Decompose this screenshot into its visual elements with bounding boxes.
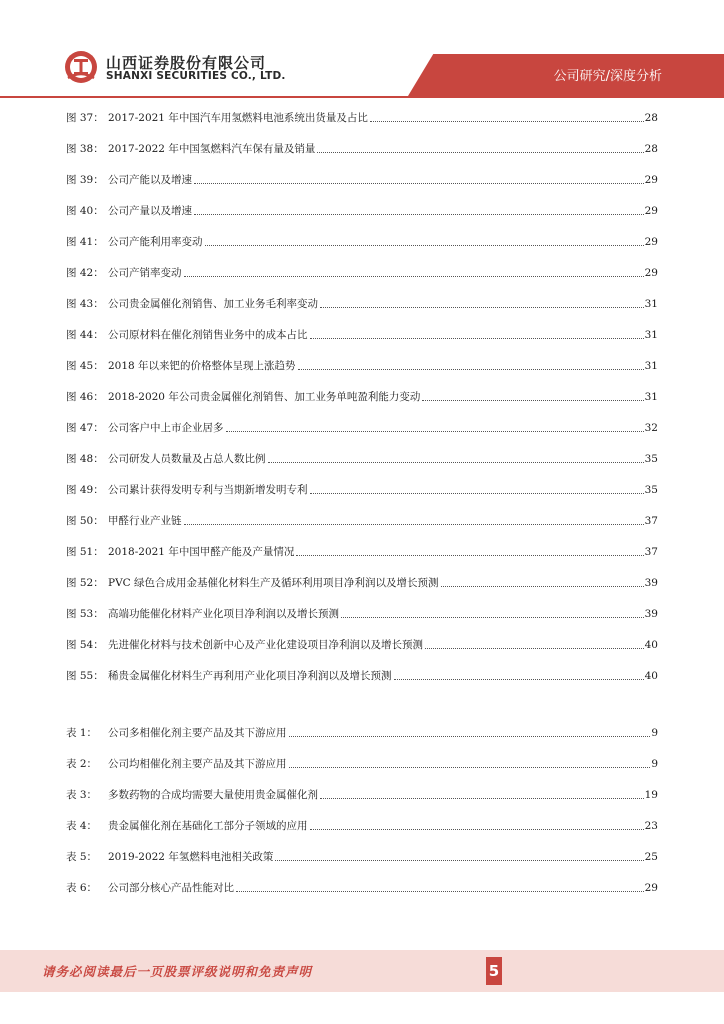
toc-title: 公司客户中上市企业居多 (108, 422, 224, 434)
leader-dots (441, 585, 644, 587)
section-title: 公司研究/深度分析 (553, 69, 662, 84)
leader-dots (194, 182, 644, 184)
toc-title: 2018 年以来钯的价格整体呈现上涨趋势 (108, 360, 296, 372)
toc-label: 图 39： (66, 174, 104, 186)
leader-dots (320, 797, 644, 799)
toc-label: 表 4： (66, 820, 98, 832)
toc-label: 图 41： (66, 236, 104, 248)
toc-entry[interactable] (66, 756, 658, 772)
toc-title: PVC 绿色合成用金基催化材料生产及循环利用项目净利润以及增长预测 (108, 577, 439, 589)
leader-dots (341, 616, 644, 618)
toc-label: 图 54： (66, 639, 104, 651)
toc-entry[interactable] (66, 234, 658, 250)
toc-title: 公司均相催化剂主要产品及其下游应用 (108, 758, 287, 770)
page-header (0, 0, 724, 96)
toc-title: 公司贵金属催化剂销售、加工业务毛利率变动 (108, 298, 318, 310)
toc-title: 稀贵金属催化材料生产再利用产业化项目净利润以及增长预测 (108, 670, 392, 682)
leader-dots (296, 554, 643, 556)
toc-page: 31 (644, 329, 658, 341)
toc-label: 图 44： (66, 329, 104, 341)
company-name-cn: 山西证券股份有限公司 (106, 54, 267, 72)
toc-title: 贵金属催化剂在基础化工部分子领域的应用 (108, 820, 308, 832)
leader-dots (320, 306, 644, 308)
toc-label: 图 37： (66, 112, 104, 124)
toc-label: 图 53： (66, 608, 104, 620)
leader-dots (236, 890, 644, 892)
toc-label: 图 52： (66, 577, 104, 589)
toc-page: 31 (644, 391, 658, 403)
leader-dots (184, 523, 644, 525)
toc-title: 公司产销率变动 (108, 267, 182, 279)
leader-dots (370, 120, 644, 122)
toc-entry[interactable] (66, 787, 658, 803)
toc-entry[interactable] (66, 818, 658, 834)
toc-title: 公司累计获得发明专利与当期新增发明专利 (108, 484, 308, 496)
toc-title: 公司原材料在催化剂销售业务中的成本占比 (108, 329, 308, 341)
toc-page: 40 (644, 639, 658, 651)
toc-title: 公司产能以及增速 (108, 174, 192, 186)
toc-label: 图 46： (66, 391, 104, 403)
toc-label: 图 49： (66, 484, 104, 496)
toc-title: 多数药物的合成均需要大量使用贵金属催化剂 (108, 789, 318, 801)
toc-page: 28 (644, 143, 658, 155)
toc-entry[interactable] (66, 668, 658, 684)
toc-entry[interactable] (66, 637, 658, 653)
disclaimer-text: 请务必阅读最后一页股票评级说明和免责声明 (42, 964, 313, 979)
toc-title: 公司部分核心产品性能对比 (108, 882, 234, 894)
leader-dots (205, 244, 644, 246)
toc-entry[interactable] (66, 544, 658, 560)
toc-entry[interactable] (66, 203, 658, 219)
toc-page: 32 (644, 422, 658, 434)
leader-dots (310, 828, 644, 830)
toc-page: 37 (644, 515, 658, 527)
toc-label: 图 38： (66, 143, 104, 155)
toc-entry[interactable] (66, 358, 658, 374)
toc-entry[interactable] (66, 172, 658, 188)
toc-entry[interactable] (66, 327, 658, 343)
toc-entry[interactable] (66, 725, 658, 741)
toc-label: 表 5： (66, 851, 98, 863)
toc-page: 9 (651, 758, 658, 770)
toc-page: 25 (644, 851, 658, 863)
toc-page: 19 (644, 789, 658, 801)
toc-label: 表 6： (66, 882, 98, 894)
toc-page: 31 (644, 298, 658, 310)
toc-label: 图 47： (66, 422, 104, 434)
leader-dots (268, 461, 644, 463)
toc-page: 29 (644, 882, 658, 894)
toc-label: 图 51： (66, 546, 104, 558)
leader-dots (226, 430, 644, 432)
toc-entry[interactable] (66, 482, 658, 498)
toc-page: 35 (644, 484, 658, 496)
toc-label: 表 3： (66, 789, 98, 801)
toc-title: 公司研发人员数量及占总人数比例 (108, 453, 266, 465)
toc-label: 图 48： (66, 453, 104, 465)
toc-page: 9 (651, 727, 658, 739)
toc-page: 37 (644, 546, 658, 558)
leader-dots (394, 678, 644, 680)
leader-dots (194, 213, 644, 215)
toc-page: 29 (644, 205, 658, 217)
toc-entry[interactable] (66, 606, 658, 622)
company-name-en: SHANXI SECURITIES CO., LTD. (106, 70, 286, 82)
toc-page: 35 (644, 453, 658, 465)
toc-title: 公司产能利用率变动 (108, 236, 203, 248)
toc-label: 图 55： (66, 670, 104, 682)
toc-entry[interactable] (66, 575, 658, 591)
toc-entry[interactable] (66, 513, 658, 529)
toc-entry[interactable] (66, 420, 658, 436)
toc-label: 图 45： (66, 360, 104, 372)
toc-page: 29 (644, 267, 658, 279)
toc-entry[interactable] (66, 451, 658, 467)
leader-dots (184, 275, 644, 277)
toc-page: 29 (644, 236, 658, 248)
toc-title: 2019-2022 年氢燃料电池相关政策 (108, 851, 274, 863)
toc-entry[interactable] (66, 389, 658, 405)
leader-dots (422, 399, 643, 401)
toc-entry[interactable] (66, 110, 658, 126)
toc-label: 图 42： (66, 267, 104, 279)
shanxi-securities-logo-icon (64, 50, 98, 84)
header-divider (0, 96, 724, 98)
toc-title: 2018-2020 年公司贵金属催化剂销售、加工业务单吨盈利能力变动 (108, 391, 421, 403)
toc-page: 28 (644, 112, 658, 124)
leader-dots (289, 766, 651, 768)
toc-label: 图 43： (66, 298, 104, 310)
toc-label: 图 50： (66, 515, 104, 527)
toc-page: 39 (644, 608, 658, 620)
leader-dots (275, 859, 643, 861)
toc-title: 2017-2021 年中国汽车用氢燃料电池系统出货量及占比 (108, 112, 368, 124)
toc-entry[interactable] (66, 141, 658, 157)
toc-page: 29 (644, 174, 658, 186)
leader-dots (317, 151, 643, 153)
leader-dots (289, 735, 651, 737)
toc-label: 表 2： (66, 758, 98, 770)
toc-entry[interactable] (66, 880, 658, 896)
toc-title: 高端功能催化材料产业化项目净利润以及增长预测 (108, 608, 339, 620)
toc-page: 40 (644, 670, 658, 682)
leader-dots (310, 337, 644, 339)
toc-page: 23 (644, 820, 658, 832)
toc-title: 2017-2022 年中国氢燃料汽车保有量及销量 (108, 143, 316, 155)
toc-page: 39 (644, 577, 658, 589)
toc-title: 先进催化材料与技术创新中心及产业化建设项目净利润以及增长预测 (108, 639, 423, 651)
toc-label: 表 1： (66, 727, 98, 739)
toc-title: 公司多相催化剂主要产品及其下游应用 (108, 727, 287, 739)
leader-dots (425, 647, 644, 649)
toc-title: 甲醛行业产业链 (108, 515, 182, 527)
toc-title: 公司产量以及增速 (108, 205, 192, 217)
toc-page: 31 (644, 360, 658, 372)
page-number: 5 (486, 957, 502, 985)
leader-dots (298, 368, 644, 370)
leader-dots (310, 492, 644, 494)
toc-title: 2018-2021 年中国甲醛产能及产量情况 (108, 546, 295, 558)
toc-entry[interactable] (66, 849, 658, 865)
toc-label: 图 40： (66, 205, 104, 217)
toc-entry[interactable] (66, 265, 658, 281)
toc-entry[interactable] (66, 296, 658, 312)
